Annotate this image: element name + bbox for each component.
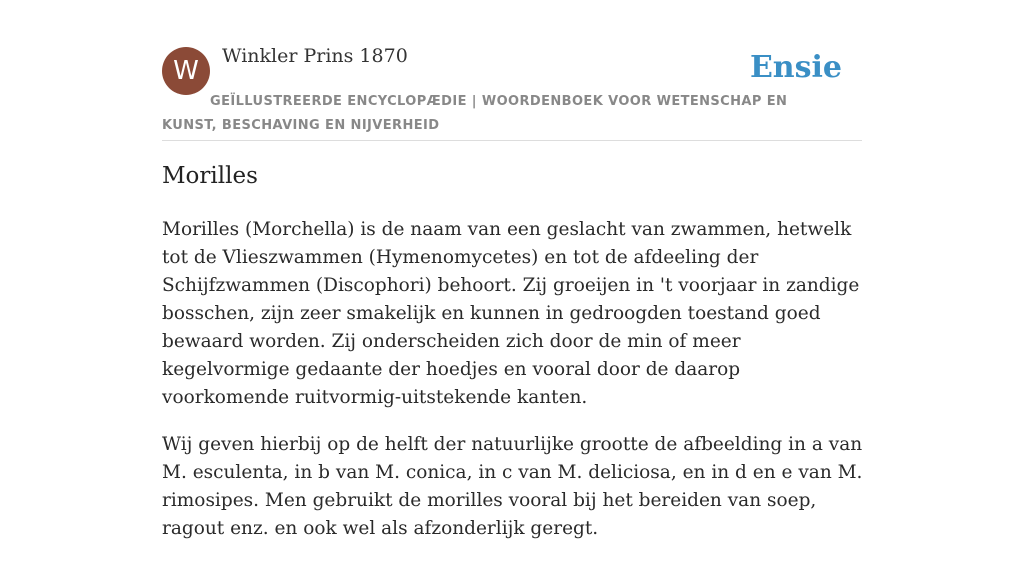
article-body [162, 216, 867, 562]
article-paragraph: Morilles (Morchella) is de naam van een geslacht van zwammen, hetwelk tot de Vlieszwammen (Hymenomycetes) en tot de afdeeling der Schijfzwammen (Discophori) behoort. Zij groeijen in 't voorjaar in zandige bosschen, zijn zeer smakelijk en kunnen in gedroogden toestand goed bewaard worden. Zij onderscheiden zich door de min of meer kegelvormige gedaante der hoedjes en vooral door de daarop voorkomende ruitvormig-uitstekende kanten. [162, 219, 860, 408]
page-container [162, 0, 863, 539]
ensie-logo-link[interactable]: Ensie [749, 50, 842, 85]
source-title-link[interactable]: Winkler Prins 1870 [222, 45, 408, 67]
article-paragraph: Wij geven hierbij op de helft der natuurlijke grootte de afbeelding in a van M. esculenta, in b van M. conica, in c van M. deliciosa, en in d en e van M. rimosipes. Men gebruikt de morilles vooral bij het bereiden van soep, ragout enz. en ook wel als afzonderlijk geregt. [162, 434, 863, 539]
source-header [162, 0, 862, 141]
article-title: Morilles [162, 163, 258, 189]
source-subtitle: GEÏLLUSTREERDE ENCYCLOPÆDIE | WOORDENBOEK VOOR WETENSCHAP EN KUNST, BESCHAVING EN NIJVERHEID [162, 94, 788, 133]
source-avatar[interactable]: W [162, 47, 210, 95]
